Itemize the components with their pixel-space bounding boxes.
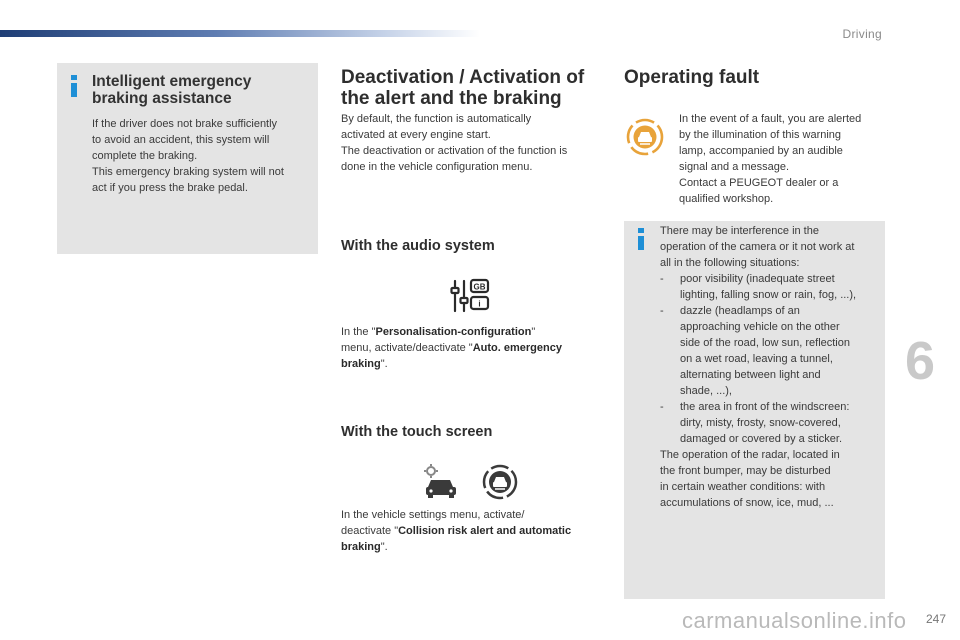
body-line: This emergency braking system will not — [92, 166, 284, 178]
body-line: If the driver does not brake sufficiently — [92, 118, 278, 130]
body-line: By default, the function is automatically — [341, 113, 532, 125]
info-box-intelligent-braking — [57, 63, 318, 254]
section-label: Driving — [842, 27, 882, 41]
box-title-line2: braking assistance — [92, 90, 232, 107]
touch-screen-title: With the touch screen — [341, 424, 493, 440]
audio-instructions: In the "Personalisation-configuration" menu, activate/deactivate "Auto. emergency braking". — [341, 326, 562, 370]
collision-warning-lamp-icon — [626, 118, 664, 156]
audio-system-title: With the audio system — [341, 238, 495, 254]
deactivation-title: Deactivation / Activation of the alert and the braking — [341, 67, 585, 109]
body-line: The operation of the radar, located in — [660, 449, 840, 461]
body-line: to avoid an accident, this system will — [92, 134, 270, 146]
info-icon — [635, 228, 647, 250]
bullet-item: - the area in front of the windscreen: — [660, 401, 850, 413]
body-line: in certain weather conditions: with — [660, 481, 826, 493]
chapter-number: 6 — [905, 331, 936, 391]
bullet-cont: lighting, falling snow or rain, fog, ...), — [680, 289, 857, 301]
operating-fault-title: Operating fault — [624, 67, 760, 88]
body-line: the front bumper, may be disturbed — [660, 465, 831, 477]
body-line: lamp, accompanied by an audible — [679, 145, 843, 157]
body-line: operation of the camera or it not work at — [660, 241, 855, 253]
info-icon — [68, 75, 80, 97]
body-line: signal and a message. — [679, 161, 790, 173]
touch-instructions: In the vehicle settings menu, activate/ deactivate "Collision risk alert and automatic braking". — [341, 509, 572, 553]
body-line: There may be interference in the — [660, 225, 819, 237]
watermark: carmanualsonline.info — [682, 608, 907, 633]
body-line: act if you press the brake pedal. — [92, 182, 248, 194]
body-line: by the illumination of this warning — [679, 129, 842, 141]
bullet-item: - poor visibility (inadequate street — [660, 273, 835, 285]
bullet-item: - dazzle (headlamps of an — [660, 305, 800, 317]
vehicle-settings-icon — [422, 463, 460, 501]
body-line: qualified workshop. — [679, 193, 774, 205]
page-number: 247 — [925, 612, 946, 626]
body-line: activated at every engine start. — [341, 129, 491, 141]
collision-alert-icon — [482, 464, 518, 500]
body-line: In the event of a fault, you are alerted — [679, 113, 862, 125]
svg-text:GB: GB — [473, 282, 486, 292]
body-line: done in the vehicle configuration menu. — [341, 161, 533, 173]
body-line: Contact a PEUGEOT dealer or a — [679, 177, 839, 189]
settings-sliders-icon — [449, 277, 495, 315]
body-line: The deactivation or activation of the function is — [341, 145, 568, 157]
body-line: accumulations of snow, ice, mud, ... — [660, 497, 834, 509]
header-gradient-bar — [0, 30, 480, 37]
svg-text:i: i — [478, 299, 481, 309]
info-box-interference: There may be interference in the operation of the camera or it not work at all in the following situations: - poor visibility (inadequate street lighting, falling snow or rain, fog, ...), - dazzle (headlamps of an approaching vehicle on the other side of the road, low sun, reflection on a wet road, leaving a tunnel, alternating between light and shade, ...), - the area in front of the windscreen: dirty, misty, frosty, snow-covered, damaged or covered by a sticker. The operation of the radar, located in the front bumper, may be disturbed in certain weather conditions: with accumulations of snow, ice, mud, ... — [624, 221, 885, 599]
body-line: complete the braking. — [92, 150, 198, 162]
box-title-line1: Intelligent emergency — [92, 73, 252, 90]
body-line: all in the following situations: — [660, 257, 800, 269]
